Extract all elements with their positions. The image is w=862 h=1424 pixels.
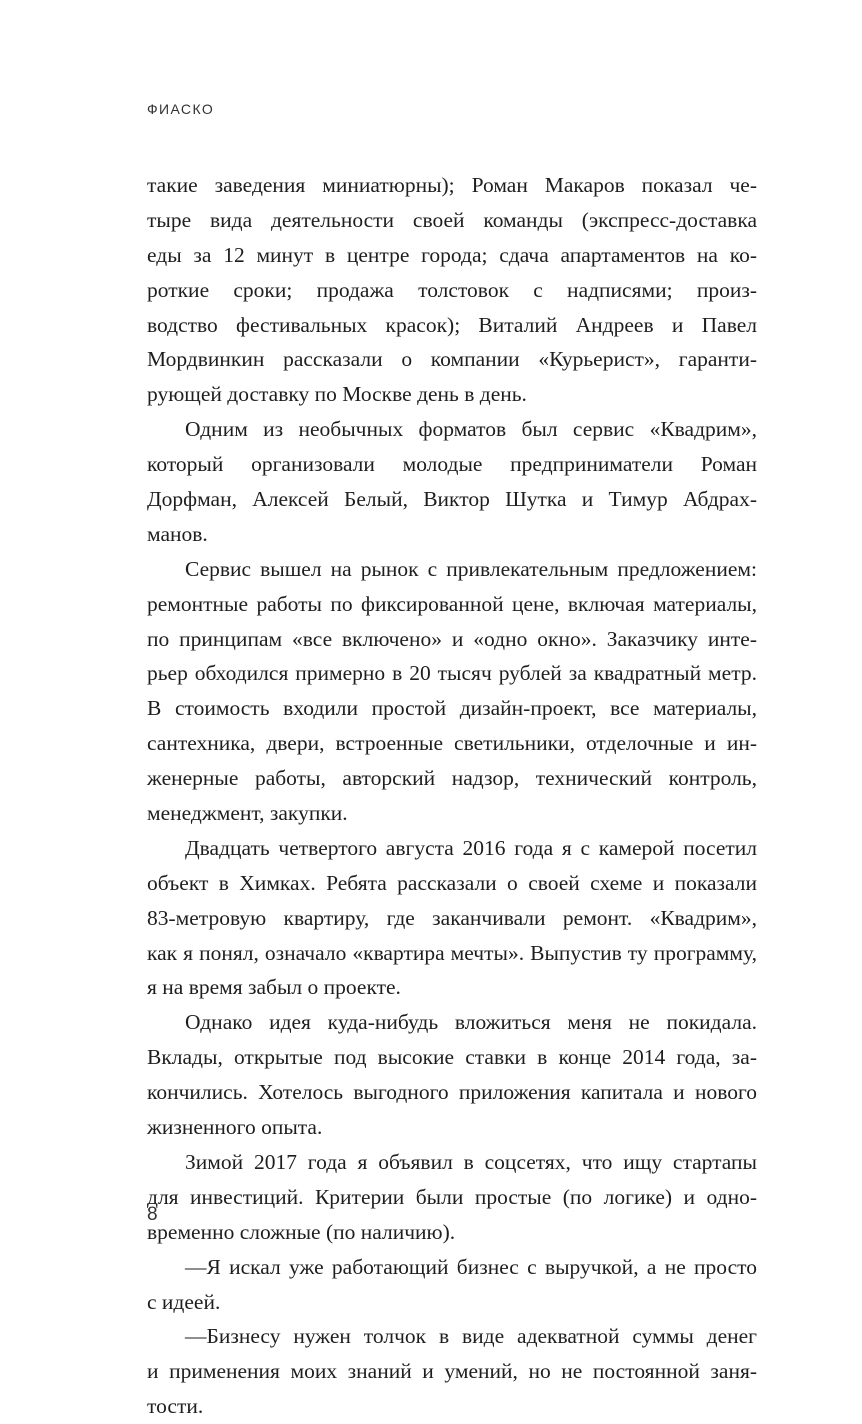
text-line: для инвестиций. Критерии были простые (по логике) и одно- [147,1184,757,1209]
paragraph-1 [147,168,757,412]
text-line: женерные работы, авторский надзор, технический контроль, [147,766,757,791]
paragraph-7 [147,1250,757,1320]
text-line: рующей доставку по Москве день в день. [147,382,527,407]
text-line: кончились. Хотелось выгодного приложения капитала и нового [147,1080,757,1105]
text-line: сантехника, двери, встроенные светильники, отделочные и ин- [147,731,757,756]
text-line: Мордвинкин рассказали о компании «Курьерист», гаранти- [147,347,757,372]
text-line: и применения моих знаний и умений, но не постоянной заня- [147,1359,757,1384]
text-line: временно сложные (по наличию). [147,1219,456,1244]
text-line: объект в Химках. Ребята рассказали о своей схеме и показали [147,870,757,895]
text-line: —Я искал уже работающий бизнес с выручкой, а не просто [185,1254,757,1279]
text-line: тыре вида деятельности своей команды (экспресс-доставка [147,207,757,232]
text-line: такие заведения миниатюрны); Роман Макаров показал че- [147,173,757,197]
text-line: Сервис вышел на рынок с привлекательным предложением: [185,556,757,581]
text-line: Однако идея куда-нибудь вложиться меня не покидала. [185,1010,757,1035]
paragraph-3 [147,552,757,831]
text-line: с идеей. [147,1289,221,1314]
text-line: по принципам «все включено» и «одно окно». Заказчику инте- [147,626,757,651]
text-line: ремонтные работы по фиксированной цене, включая материалы, [147,591,757,616]
text-line: роткие сроки; продажа толстовок с надписями; произ- [147,277,757,302]
text-line: рьер обходился примерно в 20 тысяч рублей за квадратный метр. [147,661,757,686]
paragraph-4 [147,831,757,1005]
body-text [147,168,757,1424]
text-line: Зимой 2017 года я объявил в соцсетях, что ищу стартапы [185,1149,757,1174]
text-line: 83-метровую квартиру, где заканчивали ремонт. «Квадрим», [147,905,757,930]
text-line: Одним из необычных форматов был сервис «Квадрим», [185,417,757,442]
paragraph-2 [147,412,757,552]
text-line: Двадцать четвертого августа 2016 года я с камерой посетил [185,835,757,860]
text-line: Дорфман, Алексей Белый, Виктор Шутка и Тимур Абдрах- [147,487,757,512]
text-line: тости. [147,1394,204,1419]
text-line: водство фестивальных красок); Виталий Андреев и Павел [147,312,757,337]
text-line: манов. [147,521,208,546]
running-head: ФИАСКО [147,101,215,117]
text-line: —Бизнесу нужен толчок в виде адекватной суммы денег [185,1324,757,1349]
text-line: жизненного опыта. [147,1115,323,1140]
paragraph-5 [147,1005,757,1145]
text-line: менеджмент, закупки. [147,801,348,826]
page-number: 8 [147,1204,158,1225]
text-line: еды за 12 минут в центре города; сдача апартаментов на ко- [147,242,757,267]
text-line: который организовали молодые предприниматели Роман [147,452,757,477]
paragraph-8 [147,1319,757,1424]
paragraph-6 [147,1145,757,1250]
text-line: В стоимость входили простой дизайн-проект, все материалы, [147,696,757,721]
text-line: Вклады, открытые под высокие ставки в конце 2014 года, за- [147,1045,757,1070]
text-line: я на время забыл о проекте. [147,975,401,1000]
text-line: как я понял, означало «квартира мечты». Выпустив ту программу, [147,940,757,965]
